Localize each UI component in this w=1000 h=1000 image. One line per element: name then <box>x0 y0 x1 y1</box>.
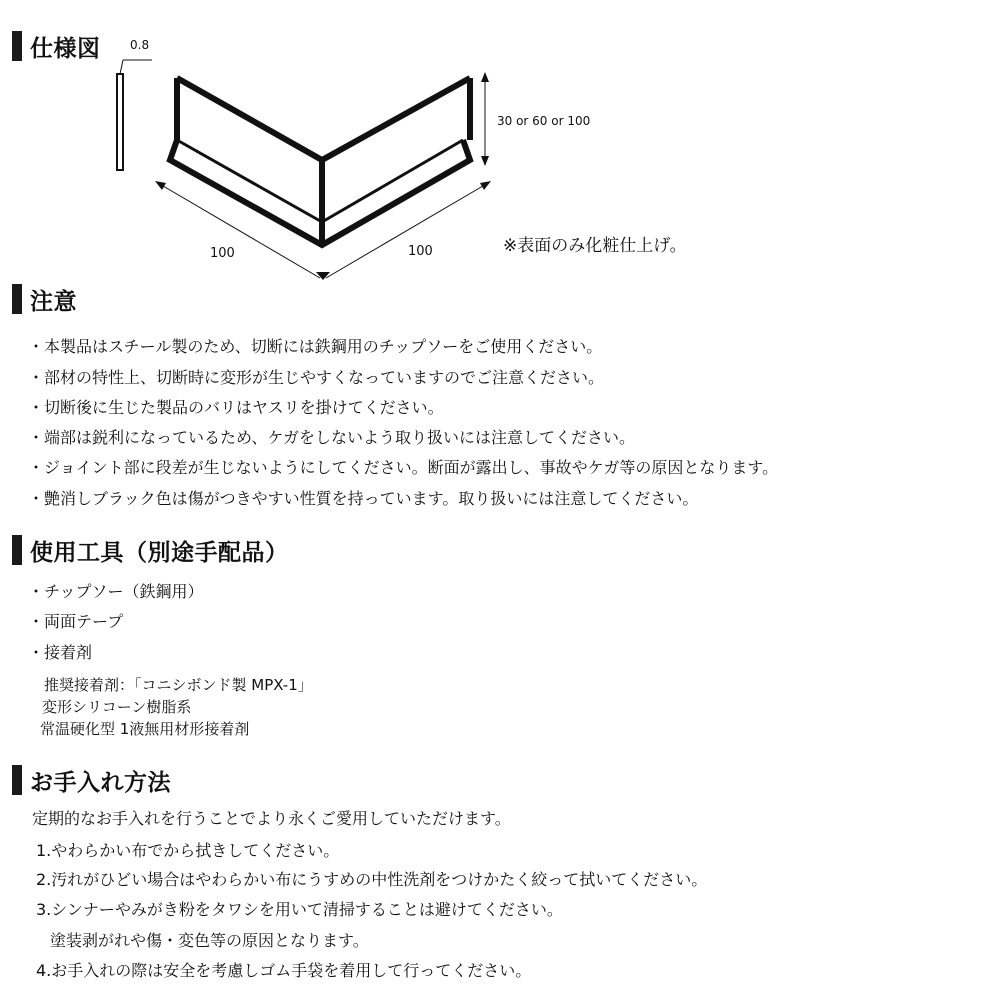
care-heading: お手入れ方法 <box>30 769 171 796</box>
tool-item: ・両面テープ <box>28 612 124 631</box>
adhesive-note: 変形シリコーン樹脂系 <box>42 698 192 716</box>
care-step: 4.お手入れの際は安全を考慮しゴム手袋を着用して行ってください。 <box>36 961 532 980</box>
care-step: 1.やわらかい布でから拭きしてください。 <box>36 841 340 860</box>
caution-section-header <box>12 283 77 315</box>
section-marker <box>12 31 22 61</box>
surface-note: ※表面のみ化粧仕上げ。 <box>503 236 687 256</box>
care-step-note: 塗装剥がれや傷・変色等の原因となります。 <box>50 931 369 950</box>
care-section-header <box>12 764 171 796</box>
thickness-label: 0.8 <box>130 38 150 52</box>
caution-item: ・ジョイント部に段差が生じないようにしてください。断面が露出し、事故やケガ等の原因となります。 <box>28 458 779 477</box>
spec-heading: 仕様図 <box>30 35 101 62</box>
caution-heading: 注意 <box>30 288 77 315</box>
left-length-label: 100 <box>210 246 235 261</box>
tool-item: ・チップソー（鉄鋼用） <box>28 582 204 601</box>
caution-item: ・部材の特性上、切断時に変形が生じやすくなっていますのでご注意ください。 <box>28 368 605 387</box>
adhesive-note: 推奨接着剤：「コニシボンド製 MPX-1」 <box>44 676 313 694</box>
care-step: 2.汚れがひどい場合はやわらかい布にうすめの中性洗剤をつけかたく絞って拭いてください。 <box>36 870 708 889</box>
spec-section-header <box>12 30 101 62</box>
caution-item: ・端部は鋭利になっているため、ケガをしないよう取り扱いには注意してください。 <box>28 428 636 447</box>
tools-section-header <box>12 534 289 566</box>
caution-item: ・切断後に生じた製品のバリはヤスリを掛けてください。 <box>28 398 444 417</box>
adhesive-note: 常温硬化型 1液無用材形接着剤 <box>40 720 250 738</box>
right-length-label: 100 <box>408 244 433 259</box>
section-marker <box>12 535 22 565</box>
height-label: 30 or 60 or 100 <box>497 114 591 128</box>
care-step: 3.シンナーやみがき粉をタワシを用いて清掃することは避けてください。 <box>36 900 563 919</box>
care-intro: 定期的なお手入れを行うことでより永くご愛用していただけます。 <box>32 809 511 828</box>
section-marker <box>12 284 22 314</box>
caution-item: ・本製品はスチール製のため、切断には鉄鋼用のチップソーをご使用ください。 <box>28 337 603 356</box>
caution-item: ・艶消しブラック色は傷がつきやすい性質を持っています。取り扱いには注意してください。 <box>28 489 699 508</box>
tool-item: ・接着剤 <box>28 643 93 662</box>
thickness-profile <box>117 74 123 170</box>
section-marker <box>12 765 22 795</box>
tools-heading: 使用工具（別途手配品） <box>30 539 289 566</box>
